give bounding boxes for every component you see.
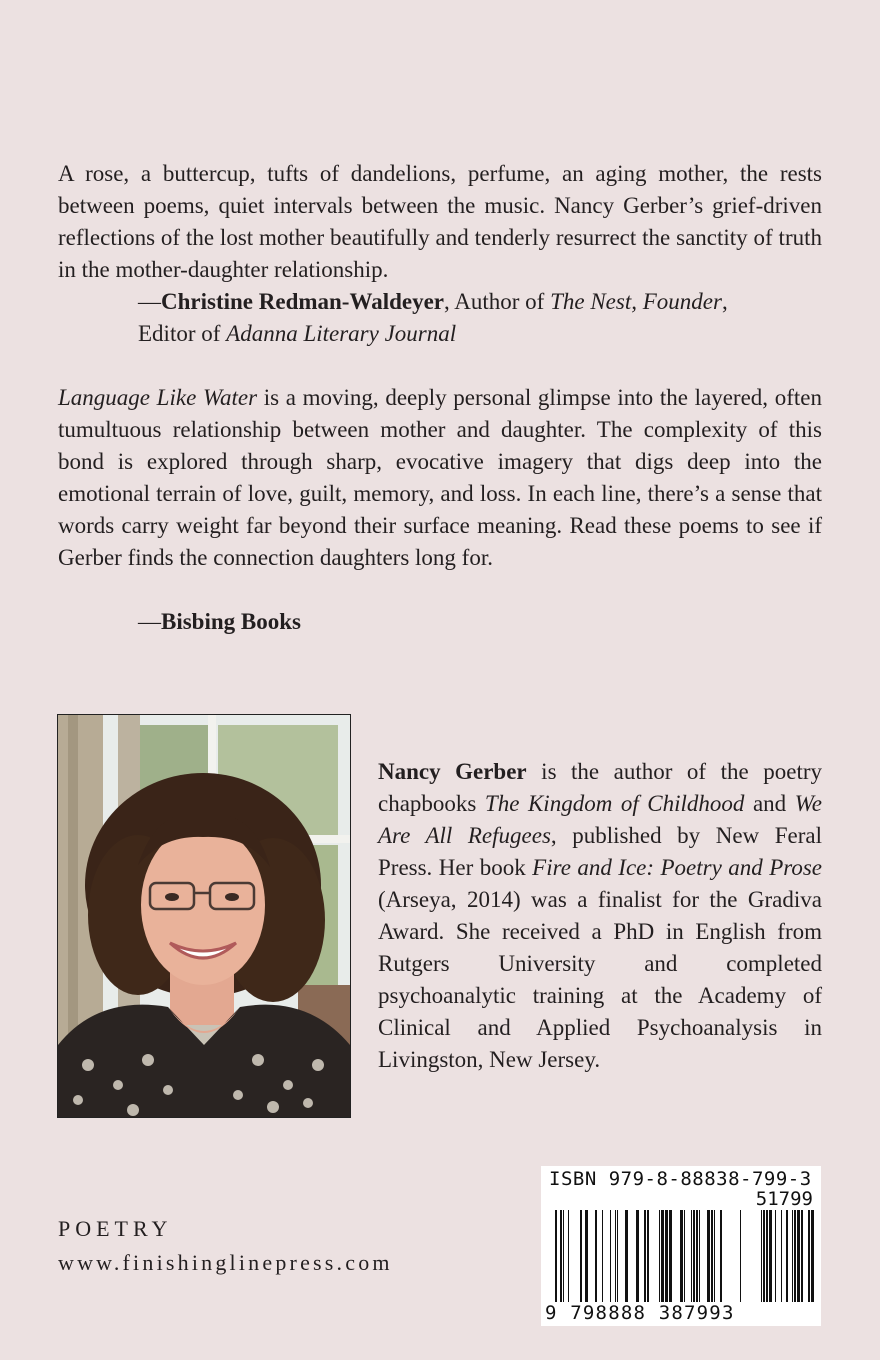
publisher-website: www.finishinglinepress.com <box>58 1250 393 1275</box>
price-code: 51799 <box>755 1188 813 1210</box>
bio-author-name: Nancy Gerber <box>378 759 527 784</box>
review-2-text: Language Like Water is a moving, deeply personal glimpse into the layered, often tumultuous relationship between mother and daughter. The complexity of this bond is explored through sharp, evocative imagery that digs deep into the emotional terrain of love, guilt, memory, and loss. In each line, there’s a sense that words carry weight far beyond their surface meaning. Read these poems to see if Gerber finds the connection daughters long for. <box>58 385 822 570</box>
review-2-attribution: —Bisbing Books <box>138 609 301 634</box>
genre-label: POETRY <box>58 1216 173 1241</box>
review-1-journal: Adanna Literary Journal <box>226 321 457 346</box>
review-2-book-title: Language Like Water <box>58 385 258 410</box>
review-1-text: A rose, a buttercup, tufts of dandelions, perfume, an aging mother, the rests between poems, quiet intervals between the music. Nancy Gerber’s grief-driven reflections of the lost mother beautifully and tenderly resurrect the sanctity of truth in the mother-daughter relationship. <box>58 161 822 282</box>
isbn-label: ISBN 979-8-88838-799-3 <box>549 1168 812 1190</box>
author-photo <box>57 714 351 1118</box>
review-1-author: Christine Redman-Waldeyer <box>161 289 445 314</box>
bio-book-1: The Kingdom of Childhood <box>484 791 745 816</box>
author-bio: Nancy Gerber is the author of the poetry chapbooks The Kingdom of Childhood and We Are All Refugees, published by New Feral Press. Her book Fire and Ice: Poetry and Prose (Arseya, 2014) was a finalist for the Gradiva Award. She received a PhD in English from Rutgers University and completed psychoanalytic training at the Academy of Clinical and Applied Psychoanalysis in Livingston, New Jersey. <box>378 759 823 1072</box>
ean-digits: 9 798888 387993 <box>545 1302 735 1324</box>
bio-book-2: We Are All Refugees <box>378 791 822 848</box>
review-1-book: The Nest, Founder <box>550 289 722 314</box>
review-2-author: Bisbing Books <box>161 609 301 634</box>
isbn-barcode <box>541 1166 821 1326</box>
bio-book-3: Fire and Ice: Poetry and Prose <box>532 855 823 880</box>
review-1-attribution: —Christine Redman-Waldeyer, Author of The Nest, Founder, Editor of Adanna Literary Journal <box>138 289 728 346</box>
